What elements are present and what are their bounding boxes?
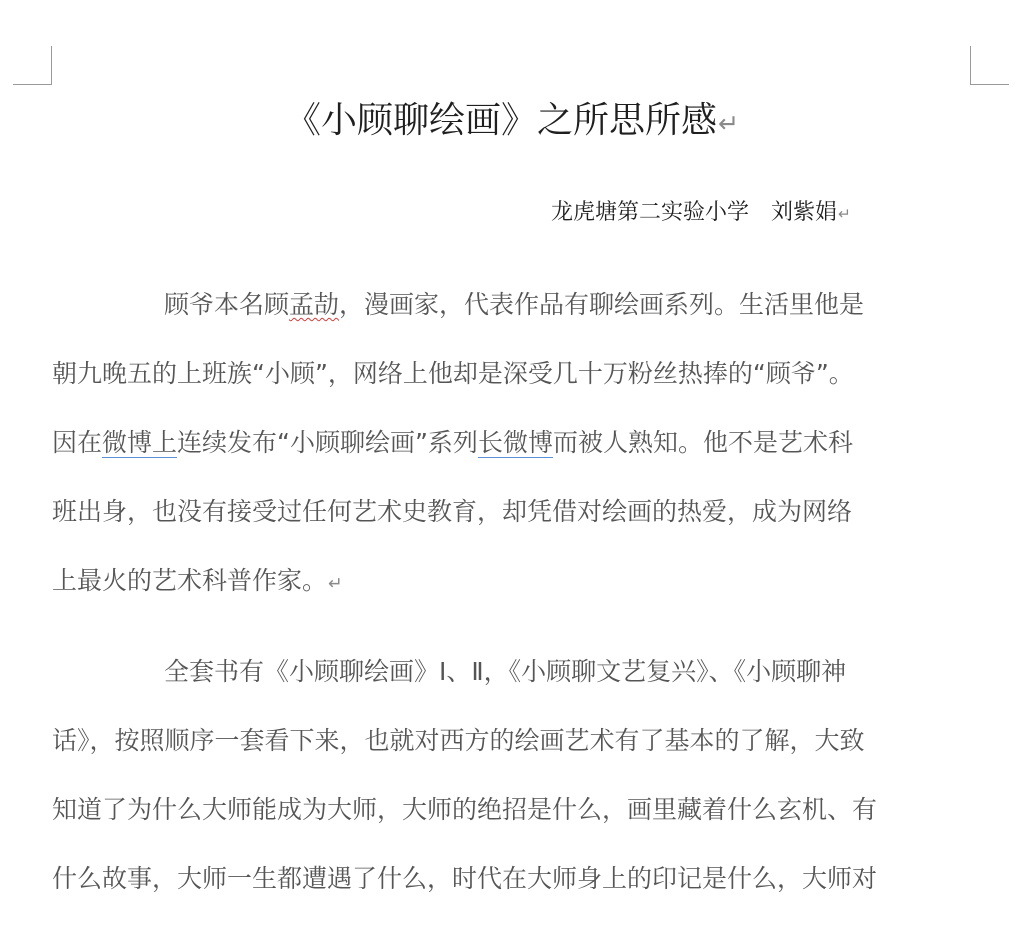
text-run: 连续发布“小顾聊绘画”系列	[177, 428, 478, 457]
paragraph2-line1[interactable]	[164, 655, 846, 689]
text-run: 因在	[52, 428, 103, 457]
paragraph1-line5[interactable]	[52, 564, 343, 601]
grammar-underline-word[interactable]: 微博上	[102, 428, 178, 457]
paragraph1-line1[interactable]	[164, 288, 864, 322]
text-run: 上最火的艺术科普作家。	[52, 566, 328, 595]
top-left-margin-marker	[13, 46, 52, 85]
paragraph1-line2[interactable]	[52, 357, 854, 391]
spellcheck-word[interactable]: 孟劼	[289, 290, 340, 319]
author-text: 龙虎塘第二实验小学 刘紫娟	[551, 200, 838, 225]
text-run: 而被人熟知。他不是艺术科	[552, 428, 853, 457]
text-run: 知道了为什么大师能成为大师，大师的绝招是什么，画里藏着什么玄机、有	[52, 795, 878, 824]
text-run: ，漫画家，代表作品有聊绘画系列。生活里他是	[339, 290, 865, 319]
text-run: 班出身，也没有接受过任何艺术史教育，却凭借对绘画的热爱，成为网络	[52, 497, 853, 526]
paragraph2-line3[interactable]	[52, 793, 877, 827]
document-title[interactable]	[0, 98, 1024, 147]
grammar-underline-word[interactable]: 长微博	[477, 428, 553, 457]
text-run: 顾爷本名顾	[164, 290, 290, 319]
text-run: 全套书有《小顾聊绘画》Ⅰ、Ⅱ，《小顾聊文艺复兴》、《小顾聊神	[164, 657, 847, 686]
text-run: 什么故事，大师一生都遭遇了什么，时代在大师身上的印记是什么，大师对	[52, 864, 878, 893]
top-right-margin-marker	[970, 46, 1009, 85]
paragraph-mark-icon: ↵	[717, 109, 740, 138]
paragraph1-line4[interactable]	[52, 495, 852, 529]
paragraph2-line2[interactable]	[52, 724, 865, 758]
author-line[interactable]	[551, 197, 851, 230]
paragraph-mark-icon: ↵	[838, 205, 851, 223]
paragraph-mark-icon: ↵	[328, 574, 343, 594]
text-run: 朝九晚五的上班族“小顾”，网络上他却是深受几十万粉丝热捧的“顾爷”。	[52, 359, 854, 388]
paragraph1-line3[interactable]	[52, 426, 853, 460]
paragraph2-line4[interactable]	[52, 862, 877, 896]
title-text: 《小顾聊绘画》之所思所感	[284, 100, 717, 141]
text-run: 话》，按照顺序一套看下来，也就对西方的绘画艺术有了基本的了解，大致	[52, 726, 865, 755]
